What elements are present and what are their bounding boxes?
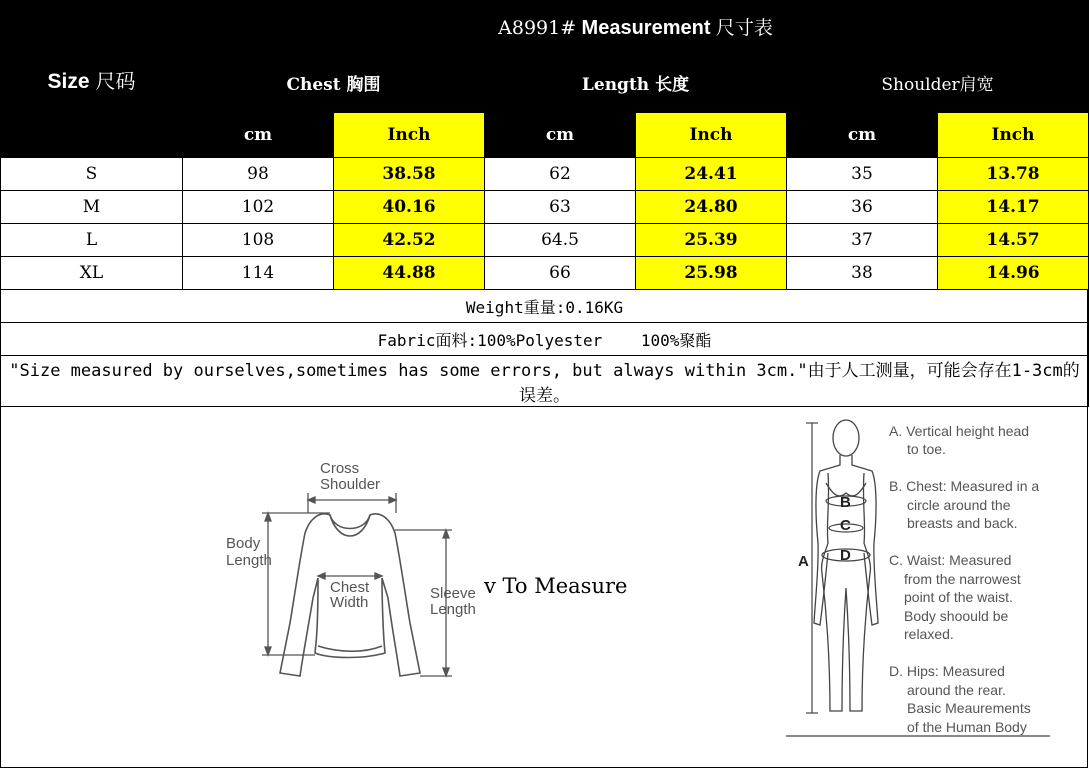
guide-line: to toe. (907, 441, 946, 457)
guide-line: A. Vertical height head (889, 423, 1030, 439)
size-header-cell (1, 1, 183, 158)
guide-line: Body shoould be (904, 608, 1009, 624)
guide-line: of the Human Body (907, 719, 1027, 735)
size-cell: M (1, 191, 183, 224)
guide-line: breasts and back. (907, 515, 1018, 531)
table-row (1, 224, 1089, 257)
how-to-measure-caption: v To Measure (484, 574, 628, 598)
body-label-b: B (840, 494, 851, 511)
length-group-header: Length 长度 (485, 53, 787, 113)
human-body-icon (814, 420, 878, 711)
cross-shoulder-label-2: Shoulder (320, 476, 381, 493)
body-guide-text (889, 423, 1039, 735)
length-inch-cell: 24.80 (636, 191, 787, 224)
body-length-label-2: Length (226, 552, 272, 569)
size-cell: S (1, 158, 183, 191)
table-title (183, 1, 1089, 53)
length-cm-header: cm (485, 113, 636, 158)
table-title-word: Measurement (581, 17, 711, 39)
size-cell: XL (1, 257, 183, 290)
size-cell: L (1, 224, 183, 257)
body-label-c: C (840, 517, 851, 534)
chest-inch-cell: 38.58 (334, 158, 485, 191)
body-length-label-1: Body (226, 535, 261, 552)
guide-line: B. Chest: Measured in a (889, 478, 1040, 494)
shoulder-inch-cell: 14.57 (938, 224, 1089, 257)
chest-cm-cell: 108 (183, 224, 334, 257)
guide-line: D. Hips: Measured (889, 663, 1005, 679)
table-row (1, 158, 1089, 191)
length-inch-cell: 25.98 (636, 257, 787, 290)
shoulder-inch-cell: 13.78 (938, 158, 1089, 191)
length-cm-cell: 63 (485, 191, 636, 224)
body-label-d: D (840, 547, 851, 564)
guide-line: from the narrowest (904, 571, 1021, 587)
length-inch-cell: 25.39 (636, 224, 787, 257)
shoulder-cm-cell: 38 (787, 257, 938, 290)
chest-inch-cell: 42.52 (334, 224, 485, 257)
table-title-cn: 尺寸表 (715, 17, 773, 39)
chest-group-header: Chest 胸围 (183, 53, 485, 113)
guide-line: point of the waist. (904, 589, 1013, 605)
table-row (1, 257, 1089, 290)
weight-row: Weight重量:0.16KG (1, 290, 1089, 323)
guide-line: circle around the (907, 497, 1011, 513)
length-cm-cell: 66 (485, 257, 636, 290)
guide-line: C. Waist: Measured (889, 552, 1012, 568)
sleeve-length-label-1: Sleeve (430, 585, 476, 602)
sleeve-length-label-2: Length (430, 601, 476, 618)
shoulder-inch-cell: 14.96 (938, 257, 1089, 290)
guide-line: relaxed. (904, 626, 954, 642)
fabric-row: Fabric面料:100%Polyester 100%聚酯 (1, 323, 1089, 356)
shoulder-inch-cell: 14.17 (938, 191, 1089, 224)
shoulder-cm-cell: 35 (787, 158, 938, 191)
chest-cm-cell: 114 (183, 257, 334, 290)
length-cm-cell: 64.5 (485, 224, 636, 257)
guide-line: around the rear. (907, 682, 1006, 698)
length-inch-cell: 24.41 (636, 158, 787, 191)
chest-cm-cell: 102 (183, 191, 334, 224)
size-header-en: Size (47, 69, 90, 93)
shoulder-group-header: Shoulder肩宽 (787, 53, 1089, 113)
table-title-code: A8991# (498, 17, 577, 39)
length-inch-header: Inch (636, 113, 787, 158)
chest-inch-cell: 40.16 (334, 191, 485, 224)
shoulder-cm-cell: 36 (787, 191, 938, 224)
cross-shoulder-label-1: Cross (320, 460, 360, 477)
chest-cm-cell: 98 (183, 158, 334, 191)
measurement-note-row: "Size measured by ourselves,sometimes has some errors, but always within 3cm."由于人工测量，可能会存在1-3cm的误差。 (1, 356, 1089, 407)
shoulder-cm-header: cm (787, 113, 938, 158)
length-cm-cell: 62 (485, 158, 636, 191)
shoulder-cm-cell: 37 (787, 224, 938, 257)
guide-line: Basic Meaurements (907, 700, 1031, 716)
chest-width-label-2: Width (330, 594, 369, 611)
chest-inch-header: Inch (334, 113, 485, 158)
chest-width-label-1: Chest (330, 579, 370, 596)
size-header-cn-text: 尺码 (95, 68, 136, 93)
chest-cm-header: cm (183, 113, 334, 158)
shoulder-inch-header: Inch (938, 113, 1089, 158)
table-row (1, 191, 1089, 224)
chest-inch-cell: 44.88 (334, 257, 485, 290)
body-label-a: A (798, 553, 809, 570)
